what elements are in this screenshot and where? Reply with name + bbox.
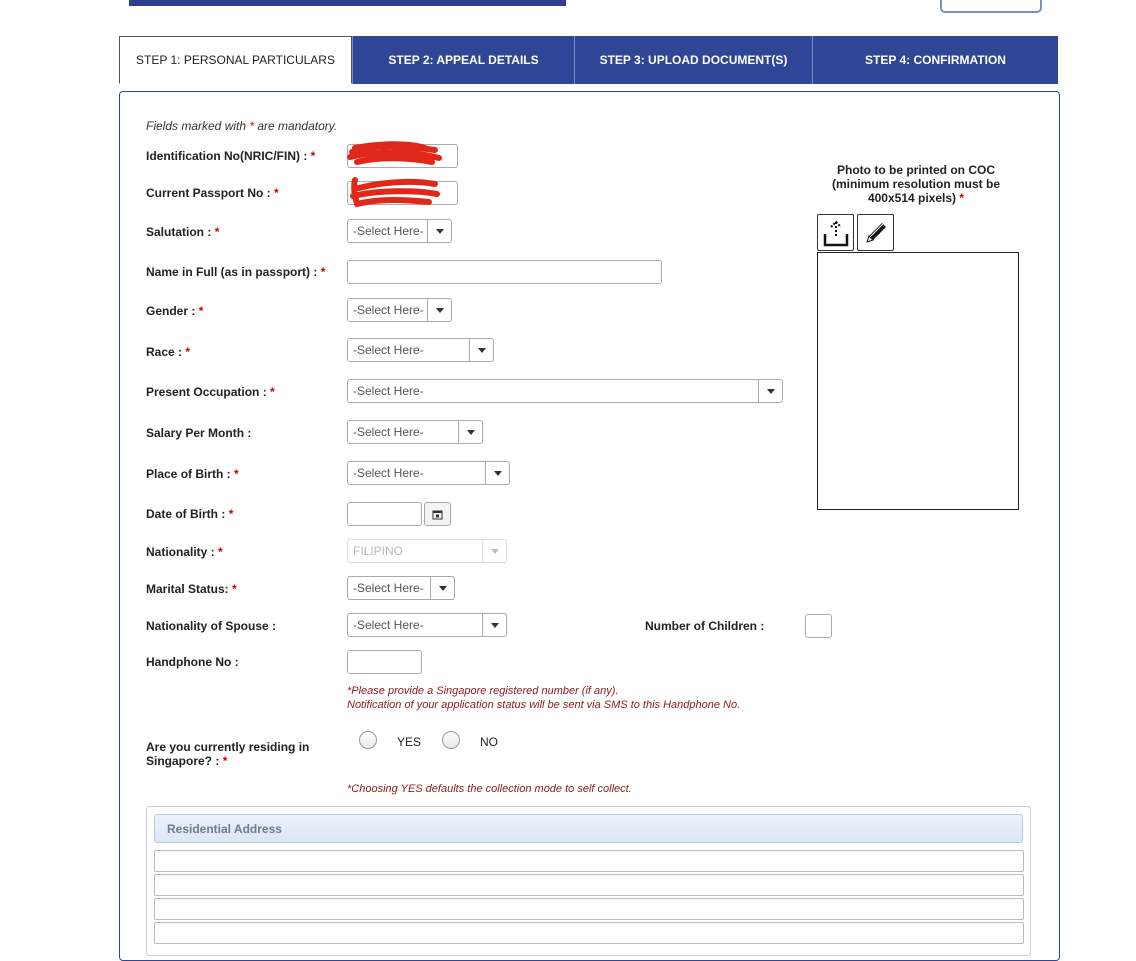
residing-label-line1: Are you currently residing in — [146, 740, 310, 754]
chevron-down-icon — [427, 299, 451, 321]
header-button[interactable] — [940, 0, 1042, 13]
chevron-down-icon — [482, 614, 506, 636]
name-input[interactable] — [347, 260, 662, 284]
photo-preview — [817, 252, 1019, 510]
handphone-input[interactable] — [347, 650, 422, 674]
chevron-down-icon — [427, 220, 451, 242]
photo-label-line2: (minimum resolution must be — [831, 177, 1000, 191]
dob-label — [146, 507, 233, 521]
spouse-nationality-label — [146, 619, 276, 633]
required-star: * — [222, 754, 228, 768]
photo-label-line3: 400x514 pixels) — [867, 191, 957, 205]
spouse-nationality-value: -Select Here- — [353, 618, 424, 632]
required-star: * — [320, 265, 326, 279]
address-line-2[interactable] — [154, 874, 1024, 896]
redaction-scribble — [347, 174, 442, 210]
required-star: * — [232, 582, 237, 596]
race-value: -Select Here- — [353, 343, 424, 357]
dob-input[interactable] — [347, 502, 422, 526]
required-star: * — [249, 119, 255, 133]
tab-step-2[interactable]: STEP 2: APPEAL DETAILS — [352, 36, 574, 84]
address-line-4[interactable] — [154, 922, 1024, 944]
marital-value: -Select Here- — [353, 581, 424, 595]
residing-yes-label: YES — [397, 735, 422, 749]
calendar-button[interactable] — [424, 502, 451, 526]
residing-no-radio[interactable] — [442, 731, 460, 749]
tab-step-3[interactable]: STEP 3: UPLOAD DOCUMENT(S) — [574, 36, 812, 84]
marital-select[interactable] — [347, 576, 455, 600]
gender-label — [146, 304, 203, 318]
required-star: * — [310, 149, 316, 163]
handphone-note-2: Notification of your application status will be sent via SMS to this Handphone No. — [347, 699, 741, 711]
required-star: * — [214, 225, 220, 239]
step-tabs — [119, 36, 1058, 84]
mandatory-note-suffix: are mandatory. — [254, 119, 338, 133]
handphone-note-1: *Please provide a Singapore registered number (if any). — [347, 685, 619, 697]
required-star: * — [959, 191, 965, 205]
chevron-down-icon — [430, 577, 454, 599]
nationality-label — [146, 545, 223, 559]
nationality-label-text: Nationality : — [146, 545, 215, 559]
occupation-value: -Select Here- — [353, 384, 424, 398]
occupation-select[interactable] — [347, 379, 783, 403]
gender-label-text: Gender : — [146, 304, 196, 318]
calendar-icon — [432, 509, 443, 520]
place-of-birth-label — [146, 467, 239, 481]
spouse-nationality-label-text: Nationality of Spouse : — [146, 619, 277, 633]
name-label — [146, 265, 325, 279]
place-of-birth-value: -Select Here- — [353, 466, 424, 480]
handphone-label — [146, 655, 239, 669]
residing-label — [146, 740, 309, 768]
required-star: * — [218, 545, 223, 559]
required-star: * — [234, 467, 239, 481]
gender-value: -Select Here- — [353, 303, 424, 317]
race-label-text: Race : — [146, 345, 183, 359]
salary-label — [146, 426, 251, 440]
salary-select[interactable] — [347, 420, 483, 444]
salary-label-text: Salary Per Month : — [146, 426, 252, 440]
required-star: * — [228, 507, 234, 521]
upload-photo-button[interactable] — [817, 214, 854, 251]
nationality-value: FILIPINO — [353, 544, 404, 558]
dob-label-text: Date of Birth : — [146, 507, 226, 521]
required-star: * — [185, 345, 191, 359]
edit-photo-button[interactable] — [857, 214, 894, 251]
marital-label — [146, 582, 237, 596]
children-input[interactable] — [805, 614, 832, 638]
passport-label — [146, 186, 279, 200]
photo-label-line1: Photo to be printed on COC — [837, 163, 995, 177]
salutation-select[interactable] — [347, 219, 452, 243]
nationality-select — [347, 539, 507, 563]
id-no-label-text: Identification No(NRIC/FIN) : — [146, 149, 308, 163]
race-label — [146, 345, 190, 359]
children-label-text: Number of Children : — [645, 619, 765, 633]
required-star: * — [198, 304, 204, 318]
chevron-down-icon — [469, 339, 493, 361]
chevron-down-icon — [482, 540, 506, 562]
spouse-nationality-select[interactable] — [347, 613, 507, 637]
pencil-icon — [861, 218, 891, 248]
salutation-label-text: Salutation : — [146, 225, 212, 239]
salutation-label — [146, 225, 219, 239]
place-of-birth-select[interactable] — [347, 461, 510, 485]
passport-label-text: Current Passport No : — [146, 186, 271, 200]
occupation-label — [146, 385, 275, 399]
photo-label — [820, 163, 1012, 205]
residing-note: *Choosing YES defaults the collection mode to self collect. — [347, 783, 632, 795]
salutation-value: -Select Here- — [353, 224, 424, 238]
residing-yes-radio[interactable] — [359, 731, 377, 749]
chevron-down-icon — [485, 462, 509, 484]
residing-no-label: NO — [480, 735, 498, 749]
id-no-label — [146, 149, 315, 163]
address-line-3[interactable] — [154, 898, 1024, 920]
marital-label-text: Marital Status: — [146, 582, 229, 596]
required-star: * — [270, 385, 275, 399]
upload-icon — [821, 218, 851, 248]
header-bar — [129, 0, 566, 6]
mandatory-note-prefix: Fields marked with — [146, 119, 250, 133]
redaction-scribble — [347, 140, 442, 170]
place-of-birth-label-text: Place of Birth : — [146, 467, 231, 481]
tab-step-4[interactable]: STEP 4: CONFIRMATION — [812, 36, 1058, 84]
required-star: * — [274, 186, 279, 200]
chevron-down-icon — [758, 380, 782, 402]
chevron-down-icon — [458, 421, 482, 443]
occupation-label-text: Present Occupation : — [146, 385, 267, 399]
handphone-label-text: Handphone No : — [146, 655, 239, 669]
tab-step-1[interactable]: STEP 1: PERSONAL PARTICULARS — [119, 36, 352, 84]
mandatory-note — [146, 119, 337, 133]
children-label — [645, 619, 764, 633]
name-label-text: Name in Full (as in passport) : — [146, 265, 318, 279]
salary-value: -Select Here- — [353, 425, 424, 439]
address-line-1[interactable] — [154, 850, 1024, 872]
race-select[interactable] — [347, 338, 494, 362]
gender-select[interactable] — [347, 298, 452, 322]
residing-label-line2: Singapore? : — [146, 754, 220, 768]
residential-address-header: Residential Address — [154, 814, 1023, 843]
